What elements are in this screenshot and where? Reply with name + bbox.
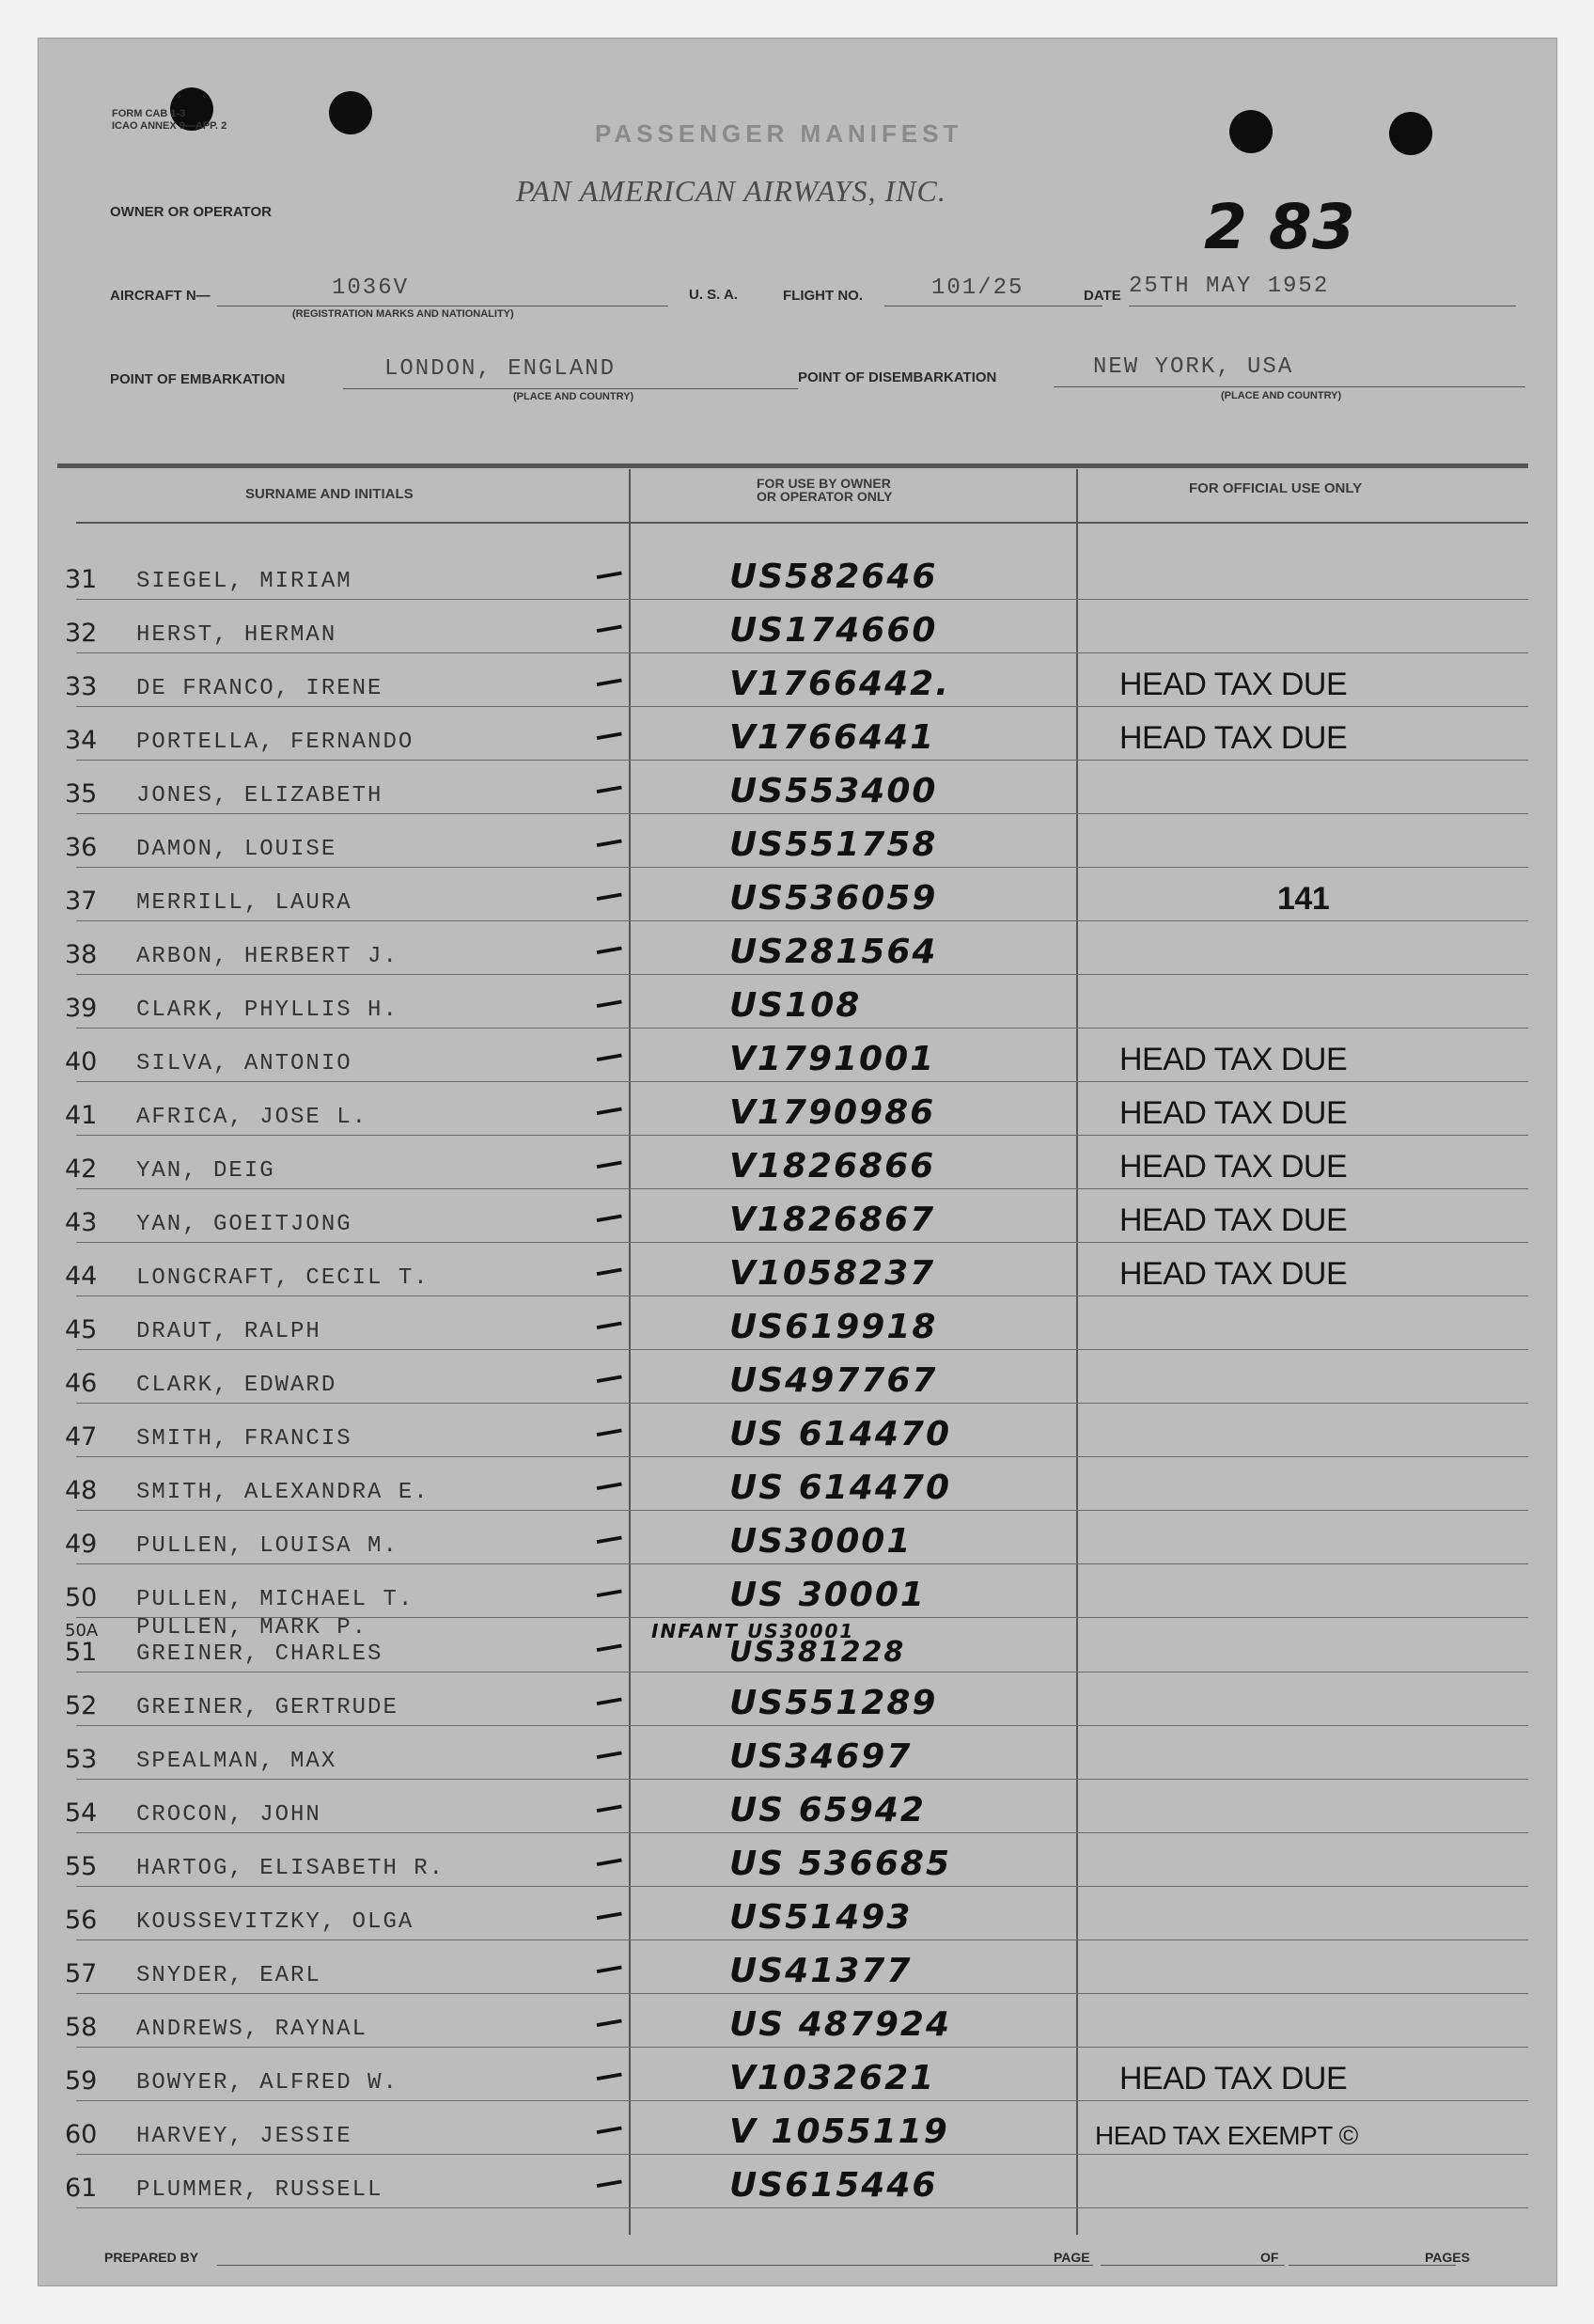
row-number: 57	[65, 1959, 98, 1988]
official-note: HEAD TAX DUE	[1119, 1149, 1348, 1185]
passenger-name: SILVA, ANTONIO	[136, 1051, 352, 1076]
passenger-name: MERRILL, LAURA	[136, 890, 352, 916]
passenger-name: LONGCRAFT, CECIL T.	[136, 1265, 430, 1291]
official-note: HEAD TAX DUE	[1119, 1042, 1348, 1077]
document-number: US41377	[729, 1952, 913, 1990]
table-row	[39, 1672, 1556, 1726]
official-note: HEAD TAX DUE	[1119, 1202, 1348, 1238]
document-number: US536059	[729, 879, 938, 918]
row-number: 43	[65, 1208, 98, 1237]
passenger-name: DRAUT, RALPH	[136, 1319, 321, 1344]
flight-value: 101/25	[931, 275, 1024, 301]
row-number: 56	[65, 1906, 98, 1935]
embarkation-caption: (PLACE AND COUNTRY)	[513, 391, 634, 402]
registration-caption: (REGISTRATION MARKS AND NATIONALITY)	[292, 308, 514, 320]
table-row	[39, 1457, 1556, 1511]
document-number: US281564	[729, 933, 938, 971]
form-title: PASSENGER MANIFEST	[595, 119, 963, 148]
check-mark: —	[592, 876, 626, 915]
official-note: 141	[1277, 881, 1330, 917]
passenger-name: ANDREWS, RAYNAL	[136, 2017, 368, 2042]
document-number: US 614470	[729, 1415, 951, 1453]
official-note: HEAD TAX DUE	[1119, 2061, 1348, 2096]
column-owner-use-line2: OR OPERATOR ONLY	[757, 489, 893, 504]
row-number: 54	[65, 1798, 98, 1828]
table-row	[39, 600, 1556, 653]
passenger-name: SNYDER, EARL	[136, 1963, 321, 1988]
table-row	[39, 975, 1556, 1029]
check-mark: —	[592, 1412, 626, 1451]
passenger-name: CLARK, EDWARD	[136, 1373, 337, 1398]
document-number: US51493	[729, 1898, 913, 1937]
table-row	[39, 814, 1556, 868]
aircraft-label: AIRCRAFT N—	[110, 288, 211, 304]
table-row	[39, 1994, 1556, 2048]
check-mark: —	[592, 1573, 626, 1611]
passenger-name: BOWYER, ALFRED W.	[136, 2070, 398, 2096]
check-mark: —	[592, 1251, 626, 1290]
official-note: HEAD TAX DUE	[1119, 667, 1348, 702]
row-number: 42	[65, 1154, 98, 1184]
document-number: V1790986	[729, 1093, 936, 1132]
document-number: US619918	[729, 1308, 938, 1346]
document-number: US381228	[729, 1636, 906, 1669]
document-number: INFANT US30001	[651, 1620, 855, 1642]
page-label: PAGE	[1054, 2250, 1090, 2265]
punch-hole	[1229, 110, 1273, 153]
row-number: 60	[65, 2120, 98, 2149]
table-row	[39, 1082, 1556, 1136]
document-number: US 487924	[729, 2005, 951, 2044]
table-row	[39, 1350, 1556, 1404]
check-mark: —	[592, 715, 626, 754]
row-number: 44	[65, 1262, 98, 1291]
passenger-name: ARBON, HERBERT J.	[136, 944, 398, 969]
official-note: HEAD TAX DUE	[1119, 1095, 1348, 1131]
check-mark: —	[592, 1627, 626, 1666]
document-number: US30001	[729, 1522, 913, 1561]
document-number: V1791001	[729, 1040, 936, 1078]
embarkation-label: POINT OF EMBARKATION	[110, 371, 286, 387]
check-mark: —	[592, 1358, 626, 1397]
official-note: HEAD TAX DUE	[1119, 1256, 1348, 1292]
row-number: 33	[65, 672, 98, 701]
passenger-name: DE FRANCO, IRENE	[136, 676, 383, 701]
passenger-name: HERST, HERMAN	[136, 622, 337, 648]
row-number: 41	[65, 1101, 98, 1130]
check-mark: —	[592, 930, 626, 968]
table-row	[39, 653, 1556, 707]
column-owner-use-line1: FOR USE BY OWNER	[757, 476, 891, 491]
check-mark: —	[592, 2056, 626, 2095]
document-number: V1058237	[729, 1254, 936, 1293]
document-number: V 1055119	[729, 2112, 949, 2151]
table-row	[39, 1029, 1556, 1082]
disembarkation-caption: (PLACE AND COUNTRY)	[1221, 390, 1342, 401]
form-regulation: FORM CAB 1-3 ICAO ANNEX 9—APP. 2	[112, 108, 227, 132]
table-row	[39, 2155, 1556, 2208]
document-number: US497767	[729, 1361, 938, 1400]
passenger-name: YAN, DEIG	[136, 1158, 275, 1184]
document-number: V1766442.	[729, 665, 950, 703]
row-rule	[76, 2207, 1528, 2208]
check-mark: —	[592, 1466, 626, 1504]
handwritten-page-number: 2 83	[1204, 191, 1355, 263]
document-number: US551758	[729, 825, 938, 864]
check-mark: —	[592, 555, 626, 593]
check-mark: —	[592, 1198, 626, 1236]
row-number: 59	[65, 2066, 98, 2096]
document-number: US582646	[729, 557, 938, 596]
row-number: 38	[65, 940, 98, 969]
passenger-name: HARTOG, ELISABETH R.	[136, 1856, 445, 1881]
row-number: 46	[65, 1369, 98, 1398]
row-number: 50	[65, 1583, 98, 1612]
row-number: 39	[65, 994, 98, 1023]
table-row	[39, 1887, 1556, 1940]
passenger-name: CLARK, PHYLLIS H.	[136, 997, 398, 1023]
document-number: US 30001	[729, 1576, 926, 1614]
check-mark: —	[592, 1144, 626, 1183]
table-row	[39, 2048, 1556, 2101]
passenger-name: AFRICA, JOSE L.	[136, 1105, 368, 1130]
table-row	[39, 868, 1556, 921]
passenger-name: PULLEN, MICHAEL T.	[136, 1587, 414, 1612]
check-mark: —	[592, 1788, 626, 1827]
owner-label: OWNER OR OPERATOR	[110, 204, 272, 220]
table-row	[39, 1404, 1556, 1457]
row-number: 32	[65, 619, 98, 648]
row-number: 51	[65, 1638, 98, 1667]
row-number: 40	[65, 1047, 98, 1076]
passenger-name: SPEALMAN, MAX	[136, 1749, 337, 1774]
column-owner-use	[757, 477, 892, 503]
document-number: US108	[729, 986, 862, 1025]
row-number: 58	[65, 2013, 98, 2042]
passenger-name: PULLEN, LOUISA M.	[136, 1533, 398, 1559]
document-number: V1826867	[729, 1201, 936, 1239]
document-number: V1826866	[729, 1147, 936, 1186]
pages-label: PAGES	[1425, 2250, 1470, 2265]
passenger-name: SIEGEL, MIRIAM	[136, 569, 352, 594]
table-row	[39, 1780, 1556, 1833]
flight-label: FLIGHT NO.	[783, 288, 863, 304]
check-mark: —	[592, 608, 626, 647]
row-number: 36	[65, 833, 98, 862]
passenger-name: PULLEN, MARK P.	[136, 1615, 368, 1641]
passenger-name: SMITH, ALEXANDRA E.	[136, 1480, 430, 1505]
row-number: 48	[65, 1476, 98, 1505]
official-note: HEAD TAX DUE	[1119, 720, 1348, 756]
passenger-name: GREINER, CHARLES	[136, 1641, 383, 1667]
document-number: V1766441	[729, 718, 936, 757]
document-number: US553400	[729, 772, 938, 810]
aircraft-value: 1036V	[332, 275, 410, 301]
table-row	[39, 921, 1556, 975]
row-number: 53	[65, 1745, 98, 1774]
passenger-name: JONES, ELIZABETH	[136, 783, 383, 809]
table-row	[39, 1189, 1556, 1243]
check-mark: —	[592, 1519, 626, 1558]
row-number: 52	[65, 1691, 98, 1720]
manifest-sheet	[38, 38, 1557, 2286]
row-number: 35	[65, 779, 98, 809]
check-mark: —	[592, 1305, 626, 1343]
check-mark: —	[592, 1949, 626, 1987]
check-mark: —	[592, 983, 626, 1022]
row-number: 34	[65, 726, 98, 755]
passenger-name: GREINER, GERTRUDE	[136, 1695, 398, 1720]
check-mark: —	[592, 662, 626, 700]
passenger-name: PLUMMER, RUSSELL	[136, 2177, 383, 2203]
row-number: 37	[65, 887, 98, 916]
table-row	[39, 1243, 1556, 1296]
document-number: US551289	[729, 1684, 938, 1722]
passenger-name: YAN, GOEITJONG	[136, 1212, 352, 1237]
punch-hole	[329, 91, 372, 134]
row-number: 31	[65, 565, 98, 594]
prepared-by-label: PREPARED BY	[104, 2250, 199, 2265]
row-number: 47	[65, 1422, 98, 1452]
row-number: 55	[65, 1852, 98, 1881]
check-mark: —	[592, 1681, 626, 1719]
passenger-name: PORTELLA, FERNANDO	[136, 730, 414, 755]
column-official: FOR OFFICIAL USE ONLY	[1189, 480, 1363, 496]
document-number: US 65942	[729, 1791, 926, 1829]
date-label: DATE	[1084, 288, 1121, 304]
table-row	[39, 1136, 1556, 1189]
check-mark: —	[592, 1735, 626, 1773]
document-number: US615446	[729, 2166, 938, 2205]
passenger-name: SMITH, FRANCIS	[136, 1426, 352, 1452]
row-number: 49	[65, 1530, 98, 1559]
check-mark: —	[592, 1091, 626, 1129]
document-number: US 614470	[729, 1468, 951, 1507]
table-row	[39, 1726, 1556, 1780]
column-surname: SURNAME AND INITIALS	[245, 486, 414, 502]
row-number: 50A	[65, 1621, 99, 1641]
table-row	[39, 2101, 1556, 2155]
punch-hole	[1389, 112, 1432, 155]
disembarkation-value: NEW YORK, USA	[1093, 354, 1294, 380]
check-mark: —	[592, 1895, 626, 1934]
table-row	[39, 1833, 1556, 1887]
table-row	[39, 761, 1556, 814]
of-label: OF	[1260, 2250, 1279, 2265]
table-row	[39, 1564, 1556, 1618]
row-number: 61	[65, 2174, 98, 2203]
company-name: PAN AMERICAN AIRWAYS, INC.	[516, 174, 946, 208]
table-row	[39, 1511, 1556, 1564]
passenger-name: CROCON, JOHN	[136, 1802, 321, 1828]
document-number: US34697	[729, 1737, 913, 1776]
document-number: US174660	[729, 611, 938, 650]
check-mark: —	[592, 2002, 626, 2041]
document-number: US 536685	[729, 1845, 951, 1883]
passenger-name: KOUSSEVITZKY, OLGA	[136, 1909, 414, 1935]
row-number: 45	[65, 1315, 98, 1344]
document-number: V1032621	[729, 2059, 936, 2097]
official-note: HEAD TAX EXEMPT ©	[1095, 2121, 1358, 2150]
passenger-name: DAMON, LOUISE	[136, 837, 337, 862]
table-row	[39, 546, 1556, 600]
check-mark: —	[592, 2110, 626, 2148]
table-row	[39, 1940, 1556, 1994]
date-value: 25TH MAY 1952	[1129, 274, 1330, 299]
check-mark: —	[592, 823, 626, 861]
check-mark: —	[592, 1842, 626, 1880]
passenger-name: HARVEY, JESSIE	[136, 2124, 352, 2149]
disembarkation-label: POINT OF DISEMBARKATION	[798, 369, 997, 385]
table-row	[39, 707, 1556, 761]
check-mark: —	[592, 1037, 626, 1076]
embarkation-value: LONDON, ENGLAND	[384, 356, 617, 382]
check-mark: —	[592, 2163, 626, 2202]
table-row	[39, 1296, 1556, 1350]
usa-label: U. S. A.	[689, 287, 738, 303]
check-mark: —	[592, 769, 626, 808]
